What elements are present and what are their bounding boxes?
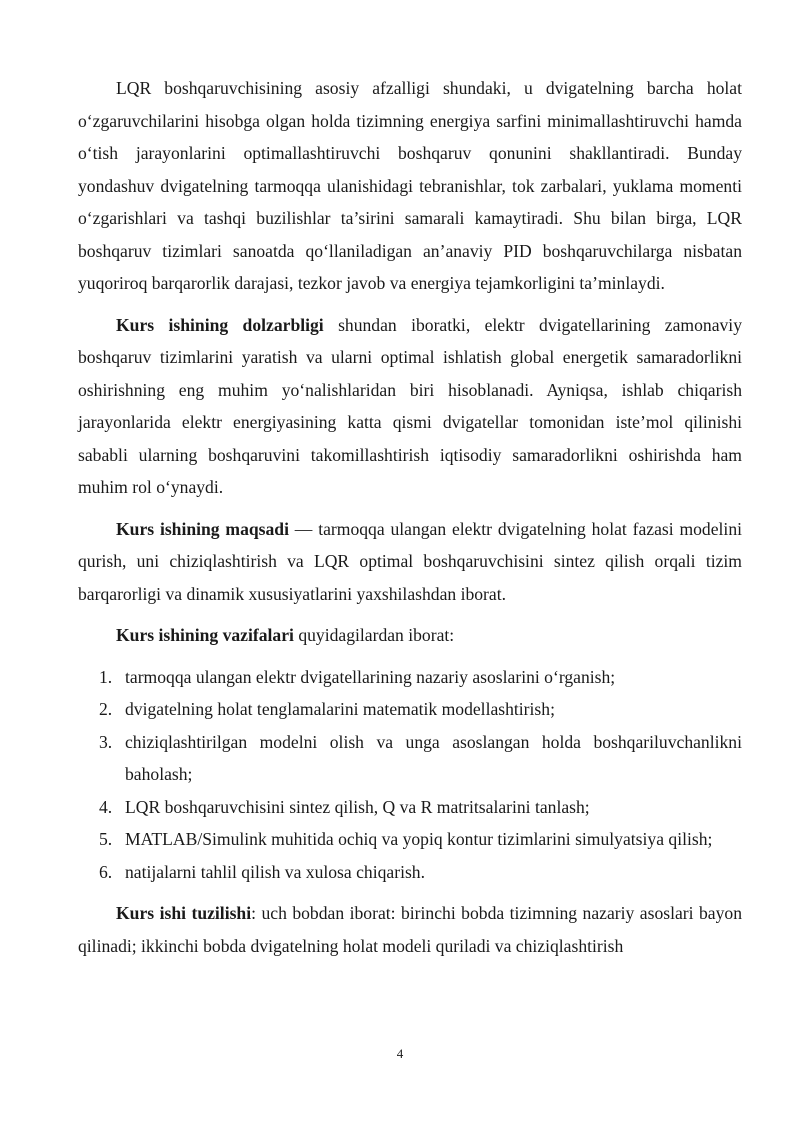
- list-item-text: tarmoqqa ulangan elektr dvigatellarining nazariy asoslarini o‘rganish;: [125, 666, 616, 687]
- paragraph-relevance: [78, 309, 742, 504]
- list-item: [78, 661, 742, 694]
- structure-text: : uch bobdan iborat: birinchi bobda tizimning nazariy asoslari bayon qilinadi; ikkinchi bobda dvigatelning holat modeli quriladi va chiziqlashtirish: [78, 903, 742, 956]
- structure-heading: Kurs ishi tuzilishi: [116, 903, 252, 923]
- paragraph-lqr-advantage: [78, 72, 742, 300]
- list-item-text: natijalarni tahlil qilish va xulosa chiqarish.: [125, 861, 426, 882]
- paragraph-goal: [78, 513, 742, 611]
- list-item: [78, 823, 742, 856]
- list-item-number: 1.: [99, 666, 113, 687]
- list-item-text: chiziqlashtirilgan modelni olish va unga asoslangan holda boshqariluvchanlikni baholash;: [125, 731, 742, 784]
- list-item-number: 6.: [99, 861, 113, 882]
- relevance-text: shundan iboratki, elektr dvigatellarining zamonaviy boshqaruv tizimlarini yaratish va ularni optimal ishlatish global energetik samaradorlikni oshirishning eng muhim yo‘nalishlaridan biri hisoblanadi. Ayniqsa, ishlab chiqarish jarayonlarida elektr energiyasining katta qismi dvigatellar tomonidan iste’mol qilinishi sababli ularning boshqaruvini takomillashtirish iqtisodiy samaradorlikni oshirishda ham muhim rol o‘ynaydi.: [78, 314, 742, 497]
- list-item-text: LQR boshqaruvchisini sintez qilish, Q va R matritsalarini tanlash;: [125, 796, 590, 817]
- tasks-intro-text: quyidagilardan iborat:: [293, 625, 455, 645]
- paragraph-structure: [78, 897, 742, 962]
- goal-heading: Kurs ishining maqsadi: [116, 518, 289, 539]
- paragraph-text: LQR boshqaruvchisining asosiy afzalligi shundaki, u dvigatelning barcha holat o‘zgaruvchilarini hisobga olgan holda tizimning energiya sarfini minimallashtiruvchi hamda o‘tish jarayonlarini optimallashtiruvchi boshqaruv qonunini shakllantiradi. Bunday yondashuv dvigatelning tarmoqqa ulanishidagi tebranishlar, tok zarbalari, yuklama momenti o‘zgarishlari va tashqi buzilishlar ta’sirini samarali kamaytiradi. Shu bilan birga, LQR boshqaruv tizimlari sanoatda qo‘llaniladigan an’anaviy PID boshqaruvchilarga nisbatan yuqoriroq barqarorlik darajasi, tezkor javob va energiya tejamkorligini ta’minlaydi.: [78, 78, 742, 293]
- list-item: [78, 693, 742, 726]
- tasks-heading: Kurs ishining vazifalari: [116, 625, 294, 645]
- tasks-list: [78, 661, 742, 889]
- list-item: [78, 791, 742, 824]
- list-item: [78, 726, 742, 791]
- list-item-number: 3.: [99, 731, 113, 752]
- list-item-number: 4.: [99, 796, 113, 817]
- relevance-heading: Kurs ishining dolzarbligi: [116, 314, 324, 335]
- list-item-number: 2.: [99, 699, 113, 719]
- goal-text: — tarmoqqa ulangan elektr dvigatelning holat fazasi modelini qurish, uni chiziqlashtirish va LQR optimal boshqaruvchisini sintez qilish orqali tizim barqarorligi va dinamik xususiyatlarini yaxshilashdan iborat.: [78, 518, 742, 604]
- list-item-number: 5.: [99, 829, 113, 849]
- page-number: 4: [396, 1046, 404, 1061]
- paragraph-tasks-intro: [78, 619, 742, 652]
- list-item-text: dvigatelning holat tenglamalarini matematik modellashtirish;: [125, 699, 555, 719]
- page-content: [78, 72, 742, 971]
- list-item-text: MATLAB/Simulink muhitida ochiq va yopiq kontur tizimlarini simulyatsiya qilish;: [125, 829, 713, 849]
- list-item: [78, 856, 742, 889]
